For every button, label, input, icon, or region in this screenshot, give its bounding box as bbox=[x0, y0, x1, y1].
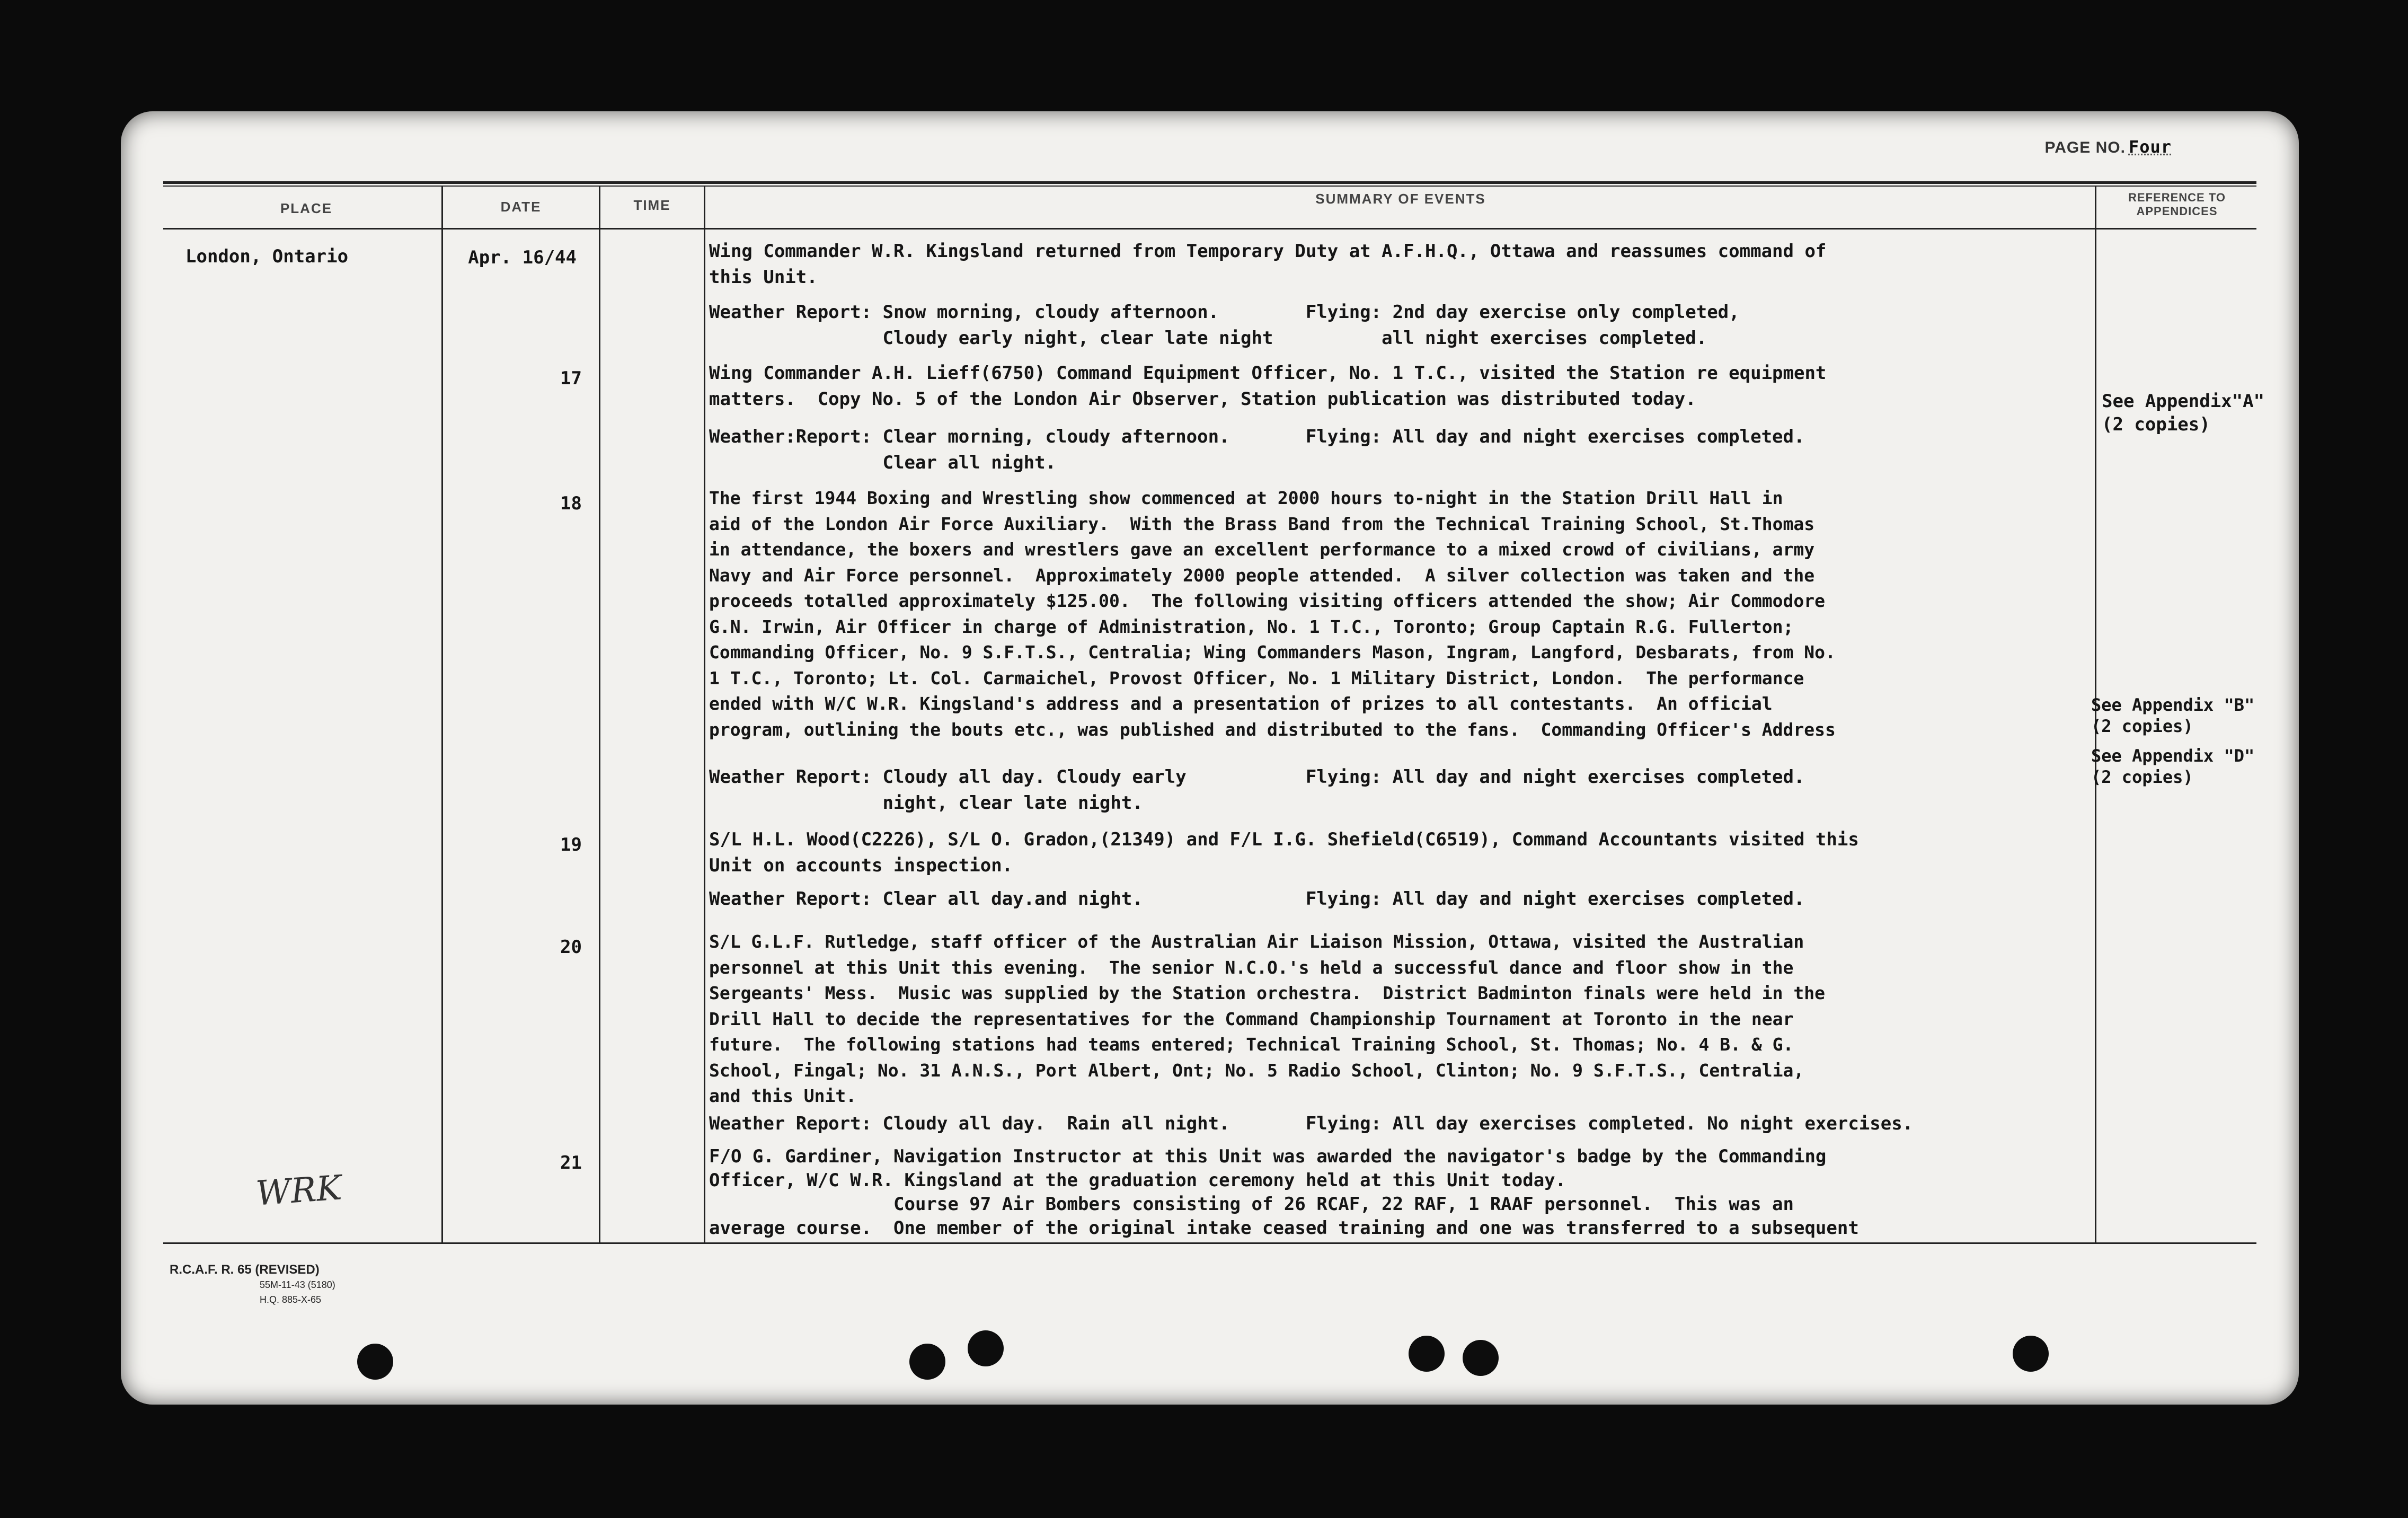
diary-sheet bbox=[121, 111, 2299, 1405]
entry-apr-16-text: Wing Commander W.R. Kingsland returned from Temporary Duty at A.F.H.Q., Ottawa and reassumes command of this Unit. bbox=[709, 241, 1827, 288]
entry-18-text: The first 1944 Boxing and Wrestling show commenced at 2000 hours to-night in the Station Drill Hall in aid of the London Air Force Auxiliary. With the Brass Band from the Technical Training School, St.Thomas in attendance, the boxers and wrestlers gave an excellent performance to a mixed crowd of civilians, army Navy and Air Force personnel. Approximately 2000 people attended. A silver collection was taken and the proceeds totalled approximately $125.00. The following visiting officers attended the show; Air Commodore G.N. Irwin, Air Officer in charge of Administration, No. 1 T.C., Toronto; Group Captain R.G. Fullerton; Commanding Officer, No. 9 S.F.T.S., Centralia; Wing Commanders Mason, Ingram, Langford, Desbarats, from No. 1 T.C., Toronto; Lt. Col. Carmaichel, Provost Officer, No. 1 Military District, London. The performance ended with W/C W.R. Kingsland's address and a presentation of prizes to all contestants. An official program, outlining the bouts etc., was published and distributed to the fans. Commanding Officer's Address bbox=[709, 488, 1836, 740]
col-divider-time bbox=[704, 186, 705, 1243]
form-identifier bbox=[170, 1263, 335, 1307]
page-number-value: Four bbox=[2128, 137, 2172, 157]
header-top-rule-2 bbox=[163, 186, 2256, 187]
entry-21-text: F/O G. Gardiner, Navigation Instructor at this Unit was awarded the navigator's badge by the Commanding Officer, W/C W.R. Kingsland at the graduation ceremony held at this Unit today. Course 97 Air Bombers consisting of 26 RCAF, 22 RAF, 1 RAAF personnel. This was an average course. One member of the original intake ceased training and one was transferred to a subsequent bbox=[709, 1146, 1859, 1239]
date-apr-16: Apr. 16/44 bbox=[468, 247, 577, 268]
page-number bbox=[2044, 137, 2172, 157]
date-20: 20 bbox=[560, 937, 582, 958]
entry-17-weather: Weather:Report: Clear morning, cloudy afternoon. Flying: All day and night exercises completed. Clear all night. bbox=[709, 426, 1805, 473]
date-21: 21 bbox=[560, 1152, 582, 1173]
punch-hole-3 bbox=[968, 1330, 1004, 1366]
entry-17-text: Wing Commander A.H. Lieff(6750) Command Equipment Officer, No. 1 T.C., visited the Station re equipment matters. Copy No. 5 of the London Air Observer, Station publication was distributed today. bbox=[709, 363, 1827, 410]
page-number-label: PAGE NO. bbox=[2044, 139, 2126, 156]
entry-19-weather: Weather Report: Clear all day.and night. Flying: All day and night exercises completed. bbox=[709, 888, 1805, 910]
reference-appendix-b: See Appendix "B" (2 copies) bbox=[2091, 695, 2255, 736]
date-17: 17 bbox=[560, 368, 582, 389]
date-18: 18 bbox=[560, 493, 582, 514]
date-19: 19 bbox=[560, 834, 582, 855]
col-divider-place bbox=[441, 186, 443, 1243]
entry-20-text: S/L G.L.F. Rutledge, staff officer of the Australian Air Liaison Mission, Ottawa, visited the Australian personnel at this Unit this evening. The senior N.C.O.'s held a successful dance and floor show in the Sergeants' Mess. Music was supplied by the Station orchestra. District Badminton finals were held in the Drill Hall to decide the representatives for the Command Championship Tournament at Toronto in the near future. The following stations had teams entered; Technical Training School, St. Thomas; No. 4 B. & G. School, Fingal; No. 31 A.N.S., Port Albert, Ont; No. 5 Radio School, Clinton; No. 9 S.F.T.S., Centralia, and this Unit. bbox=[709, 931, 1825, 1106]
header-bottom-rule bbox=[163, 228, 2256, 230]
reference-appendix-a: See Appendix"A" (2 copies) bbox=[2102, 391, 2265, 435]
punch-hole-6 bbox=[2013, 1336, 2049, 1372]
place-cell: London, Ontario bbox=[185, 246, 349, 267]
reference-appendix-d: See Appendix "D" (2 copies) bbox=[2091, 746, 2255, 787]
entry-apr-16-weather: Weather Report: Snow morning, cloudy afternoon. Flying: 2nd day exercise only completed, Cloudy early night, clear late night all night exercises completed. bbox=[709, 302, 1740, 349]
form-id-line2: H.Q. 885-X-65 bbox=[260, 1294, 322, 1305]
entry-19-text: S/L H.L. Wood(C2226), S/L O. Gradon,(21349) and F/L I.G. Shefield(C6519), Command Accountants visited this Unit on accounts inspection. bbox=[709, 829, 1859, 876]
entry-20-weather: Weather Report: Cloudy all day. Rain all night. Flying: All day exercises completed. No night exercises. bbox=[709, 1113, 1914, 1134]
punch-hole-4 bbox=[1409, 1336, 1445, 1372]
header-reference: REFERENCE TO APPENDICES bbox=[2128, 191, 2226, 218]
col-divider-date bbox=[599, 186, 600, 1243]
punch-hole-5 bbox=[1463, 1340, 1499, 1376]
entry-18-weather: Weather Report: Cloudy all day. Cloudy early Flying: All day and night exercises completed. night, clear late night. bbox=[709, 766, 1805, 814]
header-time: TIME bbox=[633, 197, 671, 213]
handwritten-initials: WRK bbox=[254, 1168, 343, 1214]
form-id-title: R.C.A.F. R. 65 (REVISED) bbox=[170, 1263, 320, 1277]
footer-rule bbox=[163, 1242, 2256, 1244]
header-date: DATE bbox=[500, 199, 542, 215]
header-place: PLACE bbox=[280, 200, 333, 216]
form-id-line1: 55M-11-43 (5180) bbox=[260, 1279, 335, 1290]
punch-hole-1 bbox=[357, 1344, 393, 1380]
header-summary: SUMMARY OF EVENTS bbox=[1315, 191, 1486, 207]
punch-hole-2 bbox=[909, 1344, 945, 1380]
header-top-rule bbox=[163, 181, 2256, 184]
